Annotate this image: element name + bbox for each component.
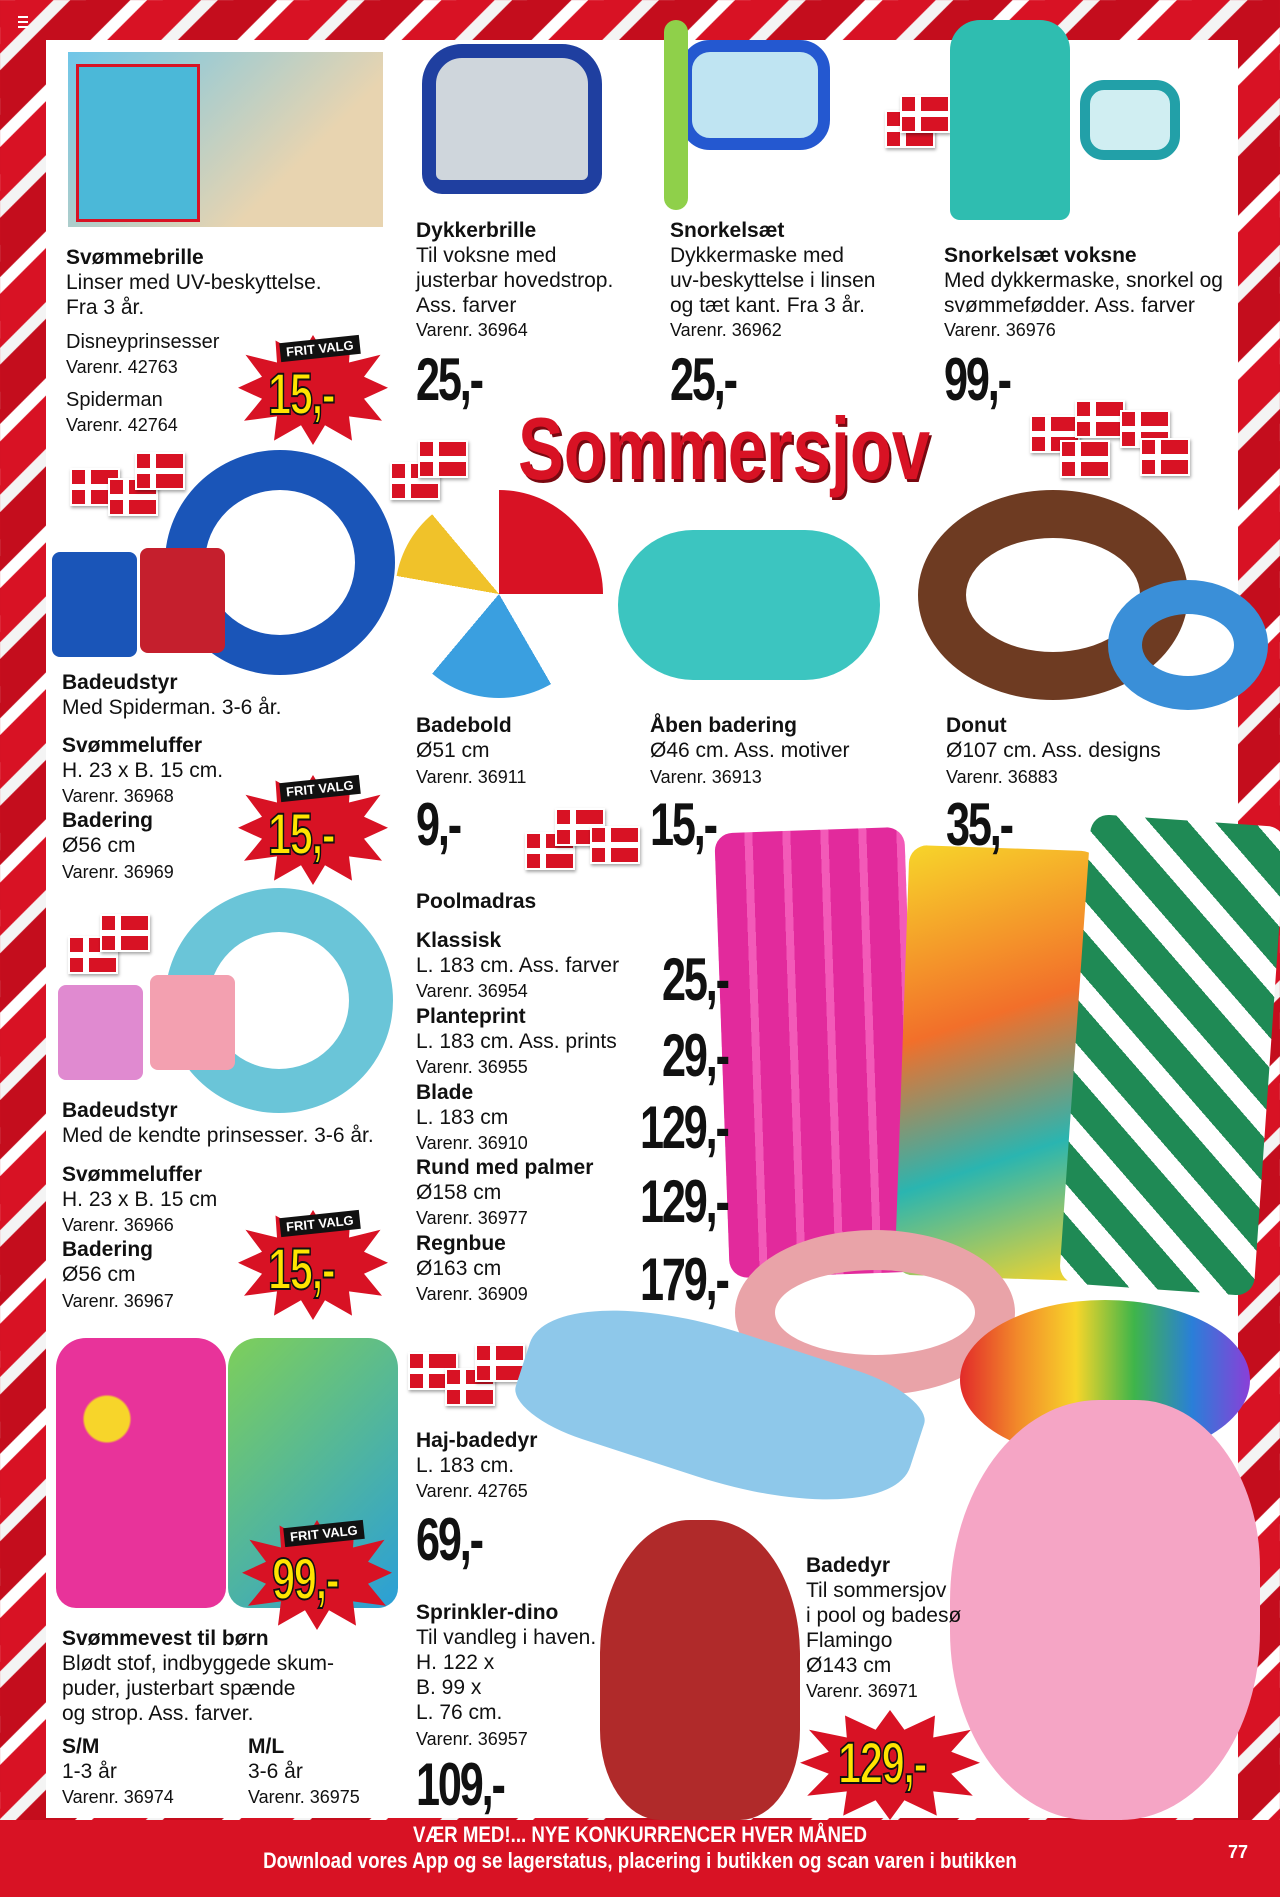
product-desc: Ass. farver [416, 294, 517, 317]
product-title: Snorkelsæt [670, 219, 785, 242]
product-desc: Ø56 cm [62, 1263, 136, 1286]
item-number: Varenr. 36909 [416, 1284, 528, 1304]
product-desc: puder, justerbart spænde [62, 1677, 296, 1700]
princess-armbands-photo [150, 975, 235, 1070]
variant-name: Planteprint [416, 1005, 526, 1028]
danish-flag-icon [475, 1344, 525, 1382]
whale-ring-photo [618, 530, 880, 680]
item-number: Varenr. 36971 [806, 1681, 918, 1701]
product-desc: Blødt stof, indbyggede skum- [62, 1652, 334, 1675]
variant-name: Klassisk [416, 929, 502, 952]
danish-flag-icon [590, 826, 640, 864]
price-burst [800, 1710, 980, 1820]
danish-flag-icon [1075, 400, 1125, 438]
product-desc: justerbar hovedstrop. [416, 269, 614, 292]
product-price: 35,- [946, 791, 1012, 858]
product-desc: Dykkermaske med [670, 244, 844, 267]
item-number: Varenr. 36977 [416, 1208, 528, 1228]
fins-photo [950, 20, 1070, 220]
adult-mask-photo [1080, 80, 1180, 160]
item-number: Varenr. 36967 [62, 1291, 174, 1311]
item-number: Varenr. 36968 [62, 786, 174, 806]
product-title: Donut [946, 714, 1007, 737]
product-title: Svømmebrille [66, 246, 204, 269]
snorkel-set-photo [680, 40, 830, 150]
product-desc: Fra 3 år. [66, 296, 145, 319]
product-price: 25,- [670, 346, 736, 413]
life-vest-pink-photo [56, 1338, 226, 1608]
item-number: Varenr. 36911 [416, 767, 527, 787]
burst-price: 99,- [272, 1547, 339, 1612]
product-title: Snorkelsæt voksne [944, 244, 1137, 267]
burst-tag: FRIT VALG [279, 335, 360, 362]
product-desc: H. 122 x [416, 1651, 495, 1674]
product-title: Poolmadras [416, 890, 537, 913]
variant-name: Regnbue [416, 1232, 506, 1255]
burst-price: 15,- [268, 362, 335, 427]
product-price: 15,- [650, 791, 716, 858]
item-number: Varenr. 36969 [62, 862, 174, 882]
footer-banner [0, 1820, 1280, 1897]
page-headline: Sommersjov [518, 399, 931, 498]
product-desc: H. 23 x B. 15 cm [62, 1188, 218, 1211]
product-price: 109,- [416, 1751, 504, 1818]
product-price: 29,- [662, 1022, 728, 1089]
item-number: Varenr. 42764 [66, 415, 178, 435]
price-burst [242, 1520, 392, 1630]
price-burst [238, 335, 388, 445]
product-title: Badedyr [806, 1554, 891, 1577]
item-number: Varenr. 36954 [416, 981, 528, 1001]
product-desc: Til sommersjov [806, 1579, 947, 1602]
product-desc: Ø107 cm. Ass. designs [946, 739, 1161, 762]
pink-mattress-photo [714, 827, 919, 1278]
variant-name: Svømmeluffer [62, 734, 203, 757]
danish-flag-icon [1140, 438, 1190, 476]
product-desc: L. 183 cm. Ass. prints [416, 1030, 617, 1053]
princess-armbands-photo [58, 985, 143, 1080]
product-desc: svømmefødder. Ass. farver [944, 294, 1195, 317]
burst-price: 15,- [268, 1237, 335, 1302]
footer-line-1: VÆR MED!... NYE KONKURRENCER HVER MÅNED [412, 1822, 868, 1847]
item-number: Varenr. 42763 [66, 357, 178, 377]
leaf-mattress-photo [1059, 814, 1280, 1296]
variant-name: Disneyprinsesser [66, 331, 220, 353]
product-desc: Med de kendte prinsesser. 3-6 år. [62, 1124, 374, 1147]
product-desc: H. 23 x B. 15 cm. [62, 759, 224, 782]
product-desc: og tæt kant. Fra 3 år. [670, 294, 865, 317]
girl-photo [76, 64, 200, 222]
item-number: Varenr. 36964 [416, 320, 528, 340]
footer-line-2: Download vores App og se lagerstatus, placering i butikken og scan varen i butikken [263, 1848, 1017, 1873]
product-title: Badeudstyr [62, 1099, 178, 1122]
item-number: Varenr. 36910 [416, 1133, 528, 1153]
product-price: 25,- [416, 346, 482, 413]
snorkel-tube-photo [664, 20, 688, 210]
item-number: Varenr. 36913 [650, 767, 762, 787]
product-desc: Ø56 cm [62, 834, 136, 857]
item-number: Varenr. 36955 [416, 1057, 528, 1077]
spiderman-armbands-photo [140, 548, 225, 653]
product-price: 99,- [944, 346, 1010, 413]
danish-flag-icon [100, 914, 150, 952]
product-desc: Med Spiderman. 3-6 år. [62, 696, 282, 719]
variant-name: Badering [62, 809, 154, 832]
product-title: Åben badering [650, 714, 798, 737]
product-desc: Linser med UV-beskyttelse. [66, 271, 322, 294]
product-price: 179,- [640, 1246, 728, 1313]
product-desc: Ø51 cm [416, 739, 490, 762]
product-desc: uv-beskyttelse i linsen [670, 269, 876, 292]
item-number: Varenr. 42765 [416, 1481, 528, 1501]
price-burst [238, 1210, 388, 1320]
product-price: 69,- [416, 1506, 482, 1573]
product-desc: L. 183 cm. Ass. farver [416, 954, 620, 977]
flamingo-float-photo [950, 1400, 1260, 1820]
variant-name: Badering [62, 1238, 154, 1261]
size-label: M/L [248, 1735, 285, 1758]
danish-flag-icon [135, 452, 185, 490]
dino-sprinkler-photo [600, 1520, 800, 1820]
product-desc: Ø163 cm [416, 1257, 502, 1280]
burst-tag: FRIT VALG [279, 1210, 360, 1237]
product-desc: L. 183 cm. [416, 1454, 515, 1477]
item-number: Varenr. 36975 [248, 1787, 360, 1807]
variant-name: Blade [416, 1081, 474, 1104]
size-age: 1-3 år [62, 1760, 117, 1783]
product-desc: B. 99 x [416, 1676, 482, 1699]
product-desc: L. 183 cm [416, 1106, 509, 1129]
danish-flag-icon [418, 440, 468, 478]
product-desc: Ø46 cm. Ass. motiver [650, 739, 850, 762]
product-desc: Ø143 cm [806, 1654, 892, 1677]
beach-ball-photo [395, 490, 603, 698]
size-label: S/M [62, 1735, 100, 1758]
price-burst [238, 775, 388, 885]
item-number: Varenr. 36962 [670, 320, 782, 340]
item-number: Varenr. 36957 [416, 1729, 528, 1749]
product-title: Badeudstyr [62, 671, 178, 694]
spiderman-armbands-photo [52, 552, 137, 657]
product-title: Sprinkler-dino [416, 1601, 559, 1624]
product-desc: i pool og badesø [806, 1604, 962, 1627]
danish-flag-icon [1060, 440, 1110, 478]
variant-name: Rund med palmer [416, 1156, 594, 1179]
donut-small-photo [1108, 580, 1268, 710]
product-title: Badebold [416, 714, 512, 737]
product-desc: Til vandleg i haven. [416, 1626, 597, 1649]
burst-price: 15,- [268, 802, 335, 867]
product-price: 9,- [416, 791, 460, 858]
burst-tag: FRIT VALG [279, 775, 360, 802]
product-title: Svømmevest til børn [62, 1627, 269, 1650]
danish-flag-icon [900, 95, 950, 133]
product-desc: Ø158 cm [416, 1181, 502, 1204]
item-number: Varenr. 36883 [946, 767, 1058, 787]
product-price: 129,- [640, 1168, 728, 1235]
product-price: 129,- [640, 1094, 728, 1161]
variant-name: Spiderman [66, 389, 163, 411]
item-number: Varenr. 36976 [944, 320, 1056, 340]
page-number: 77 [1227, 1842, 1248, 1862]
product-desc: Med dykkermaske, snorkel og [944, 269, 1223, 292]
burst-tag: FRIT VALG [283, 1520, 364, 1547]
item-number: Varenr. 36974 [62, 1787, 174, 1807]
product-title: Dykkerbrille [416, 219, 537, 242]
size-age: 3-6 år [248, 1760, 303, 1783]
product-desc: og strop. Ass. farver. [62, 1702, 254, 1725]
menu-icon[interactable] [18, 16, 28, 28]
item-number: Varenr. 36966 [62, 1215, 174, 1235]
diving-mask-photo [422, 44, 602, 194]
product-desc: L. 76 cm. [416, 1701, 503, 1724]
product-title: Haj-badedyr [416, 1429, 538, 1452]
product-desc: Til voksne med [416, 244, 557, 267]
product-desc: Flamingo [806, 1629, 893, 1652]
product-price: 25,- [662, 946, 728, 1013]
variant-name: Svømmeluffer [62, 1163, 203, 1186]
burst-price: 129,- [838, 1731, 926, 1796]
